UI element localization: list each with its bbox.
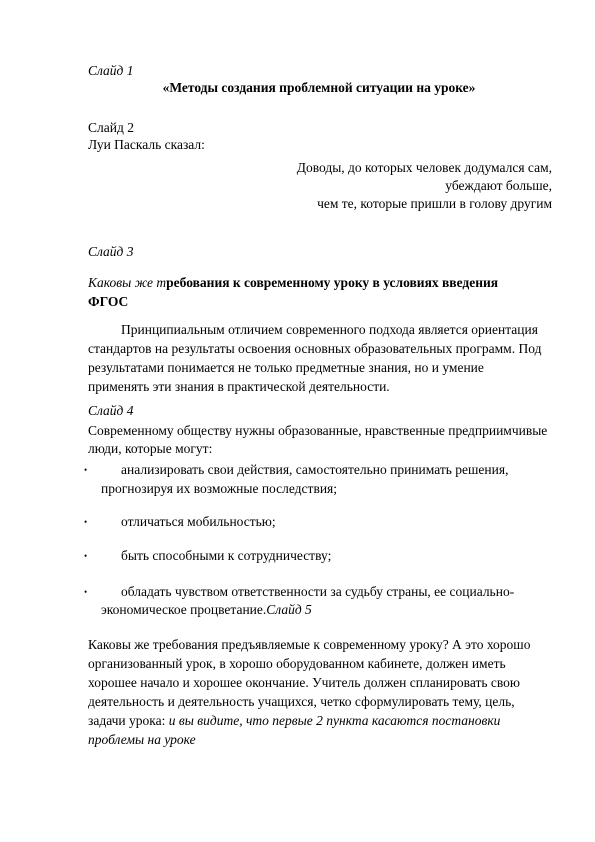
slide4-intro-1: Современному обществу нужны образованные, нравственные предприимчивые (88, 423, 548, 438)
slide3-heading-line2: ФГОС (88, 294, 129, 309)
bullet-4-line2-text: экономическое процветание. (101, 602, 267, 617)
slide5-para-5-italic: и вы видите, что первые 2 пункта касаются постановки (168, 713, 501, 728)
slide1-label: Слайд 1 (88, 63, 134, 78)
slide1-title: «Методы создания проблемной ситуации на уроке» (162, 80, 476, 95)
slide3-para-2: стандартов на результаты освоения основных образовательных программ. Под (88, 341, 542, 356)
bullet-icon: • (84, 587, 88, 597)
slide4-label: Слайд 4 (88, 403, 134, 418)
slide5-para-3: хорошее начало и хорошее окончание. Учитель должен спланировать свою (88, 675, 521, 690)
heading-lead: Каковы же т (88, 275, 167, 290)
bullet-icon: • (84, 551, 88, 561)
slide3-para-1: Принципиальным отличием современного подхода является ориентация (121, 322, 538, 337)
bullet-2-line1: отличаться мобильностью; (121, 514, 276, 529)
slide3-heading (88, 275, 498, 291)
quote-line-1: Доводы, до которых человек додумался сам, (296, 160, 552, 175)
slide5-para-4: деятельность и деятельность учащихся, четко сформулировать тему, цель, (88, 694, 515, 709)
slide3-label: Слайд 3 (88, 244, 134, 259)
slide5-para-6: проблемы на уроке (88, 732, 196, 747)
bullet-4-line1: обладать чувством ответственности за судьбу страны, ее социально- (121, 584, 515, 599)
bullet-1-line2: прогнозируя их возможные последствия; (101, 481, 338, 496)
slide5-label: Слайд 5 (266, 602, 312, 617)
heading-rest: ребования к современному уроку в условиях введения (166, 275, 499, 290)
bullet-icon: • (84, 517, 88, 527)
bullet-1-line1: анализировать свои действия, самостоятельно принимать решения, (121, 462, 509, 477)
bullet-4-line2 (101, 602, 312, 618)
slide5-para-1: Каковы же требования предъявляемые к современному уроку? А это хорошо (88, 637, 531, 652)
slide5-para-5-plain: задачи урока: (88, 713, 169, 728)
bullet-icon: • (84, 465, 88, 475)
slide5-para-5 (88, 713, 500, 729)
slide3-para-4: применять эти знания в практической деятельности. (88, 379, 390, 394)
bullet-3-line1: быть способными к сотрудничеству; (121, 548, 332, 563)
quote-line-2: убеждают больше, (445, 178, 552, 193)
slide4-intro-2: люди, которые могут: (88, 441, 213, 456)
slide5-para-2: организованный урок, в хорошо оборудованном кабинете, должен иметь (88, 656, 506, 671)
slide3-para-3: результатами понимается не только предметные знания, но и умение (88, 360, 484, 375)
slide2-intro: Луи Паскаль сказал: (88, 137, 205, 152)
slide2-label: Слайд 2 (88, 120, 134, 135)
quote-line-3: чем те, которые пришли в голову другим (317, 196, 552, 211)
